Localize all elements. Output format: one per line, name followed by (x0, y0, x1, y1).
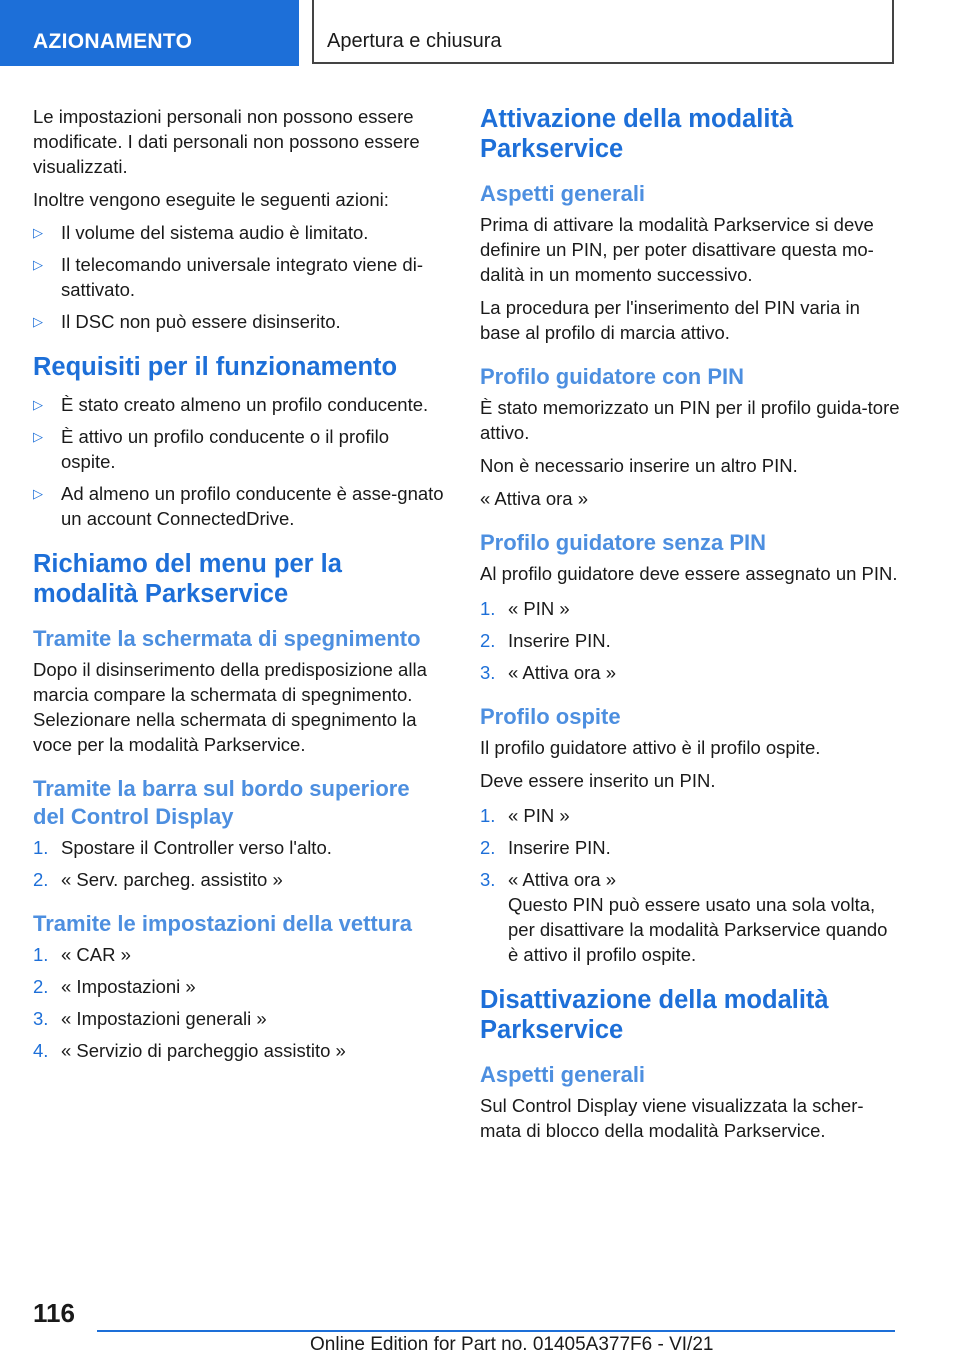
intro-paragraph: Inoltre vengono eseguite le seguenti azioni: (33, 189, 389, 210)
chapter-box (312, 0, 894, 64)
section-heading: Requisiti per il funzionamento (33, 353, 398, 381)
step-number: 1. (33, 944, 49, 965)
list-item-text: « Impostazioni generali » (61, 1008, 267, 1029)
list-item-text: « PIN » (508, 598, 570, 619)
section-heading: Attivazione della modalità Parkservice (480, 105, 794, 163)
list-item (480, 628, 900, 653)
list-item-text: Inserire PIN. (508, 837, 611, 858)
triangle-bullet-icon: ▷ (33, 486, 43, 501)
list-item-text: « PIN » (508, 805, 570, 826)
subsection-heading: Profilo guidatore senza PIN (480, 530, 767, 555)
step-number: 3. (480, 869, 496, 890)
list-item (480, 803, 900, 828)
step-number: 3. (33, 1008, 49, 1029)
list-item (33, 220, 445, 245)
list-item-text: « CAR » (61, 944, 131, 965)
list-item-text: Il DSC non può essere disinserito. (61, 311, 341, 332)
step-number: 1. (480, 805, 496, 826)
intro-paragraph: Le impostazioni personali non possono essere modificate. I dati personali non possono essere visualizzati. (33, 106, 420, 177)
paragraph: Dopo il disinserimento della predisposizione alla marcia compare la schermata di spegnimento. (33, 659, 427, 705)
paragraph: La procedura per l'inserimento del PIN varia in base al profilo di marcia attivo. (480, 297, 860, 343)
list-item (480, 596, 900, 621)
section-heading: Disattivazione della modalità Parkservice (480, 986, 829, 1044)
list-item (33, 252, 445, 302)
step-number: 3. (480, 662, 496, 683)
paragraph: Deve essere inserito un PIN. (480, 770, 716, 791)
guest-steps-list (480, 803, 900, 967)
list-item-text: È attivo un profilo conducente o il profilo ospite. (61, 426, 390, 472)
list-item-text: Inserire PIN. (508, 630, 611, 651)
triangle-bullet-icon: ▷ (33, 257, 43, 272)
list-item (33, 974, 445, 999)
step-number: 4. (33, 1040, 49, 1061)
list-item (33, 392, 445, 417)
list-item (33, 1038, 445, 1063)
list-item (480, 867, 900, 967)
section-heading: Richiamo del menu per la modalità Parkservice (33, 550, 342, 608)
subsection-heading: Profilo ospite (480, 704, 621, 729)
subsection-heading: Aspetti generali (480, 1062, 646, 1087)
page-number: 116 (33, 1298, 75, 1328)
list-item-text: « Attiva ora » (508, 869, 616, 890)
list-item-text: È stato creato almeno un profilo conducente. (61, 394, 429, 415)
list-item (33, 835, 445, 860)
section-tab (0, 0, 299, 66)
step-number: 1. (480, 598, 496, 619)
nopin-steps-list (480, 596, 900, 685)
step-number: 2. (33, 976, 49, 997)
step-note: Questo PIN può essere usato una sola volta, per disattivare la modalità Parkservice quando è attivo il profilo ospite. (508, 894, 888, 965)
paragraph: È stato memorizzato un PIN per il profilo guida-tore attivo. (480, 397, 900, 443)
paragraph: Il profilo guidatore attivo è il profilo ospite. (480, 737, 821, 758)
paragraph: Selezionare nella schermata di spegnimento la voce per la modalità Parkservice. (33, 709, 417, 755)
triangle-bullet-icon: ▷ (33, 429, 43, 444)
list-item-text: « Servizio di parcheggio assistito » (61, 1040, 346, 1061)
list-item-text: Ad almeno un profilo conducente è asse-gnato un account ConnectedDrive. (61, 483, 444, 529)
paragraph: Al profilo guidatore deve essere assegnato un PIN. (480, 563, 898, 584)
subsection-heading: Tramite le impostazioni della vettura (33, 911, 412, 936)
step-number: 2. (33, 869, 49, 890)
list-item (33, 867, 445, 892)
left-column (33, 104, 445, 1070)
subsection-heading: Tramite la barra sul bordo superiore del Control Display (33, 776, 410, 829)
list-item (33, 481, 445, 531)
section-title: AZIONAMENTO (33, 30, 193, 53)
list-item (480, 660, 900, 685)
right-column (480, 104, 900, 1151)
step-number: 2. (480, 837, 496, 858)
list-item (33, 1006, 445, 1031)
triangle-bullet-icon: ▷ (33, 225, 43, 240)
list-item-text: « Serv. parcheg. assistito » (61, 869, 283, 890)
paragraph: Sul Control Display viene visualizzata la scher-mata di blocco della modalità Parkservice. (480, 1095, 864, 1141)
settings-steps-list (33, 942, 445, 1063)
paragraph: « Attiva ora » (480, 488, 588, 509)
list-item-text: Il telecomando universale integrato viene di-sattivato. (61, 254, 423, 300)
list-item (33, 309, 445, 334)
paragraph: Prima di attivare la modalità Parkservice si deve definire un PIN, per poter disattivare questa mo-dalità in un momento successivo. (480, 214, 874, 285)
list-item (480, 835, 900, 860)
subsection-heading: Aspetti generali (480, 181, 646, 206)
list-item-text: Spostare il Controller verso l'alto. (61, 837, 332, 858)
triangle-bullet-icon: ▷ (33, 397, 43, 412)
subsection-heading: Tramite la schermata di spegnimento (33, 626, 421, 651)
chapter-title: Apertura e chiusura (327, 30, 502, 52)
footer-rule (97, 1330, 895, 1332)
list-item (33, 424, 445, 474)
actions-list (33, 220, 445, 334)
step-number: 2. (480, 630, 496, 651)
triangle-bullet-icon: ▷ (33, 314, 43, 329)
paragraph: Non è necessario inserire un altro PIN. (480, 455, 798, 476)
list-item-text: Il volume del sistema audio è limitato. (61, 222, 369, 243)
footer-edition: Online Edition for Part no. 01405A377F6 - VI/21 (310, 1334, 714, 1355)
list-item (33, 942, 445, 967)
step-number: 1. (33, 837, 49, 858)
bar-steps-list (33, 835, 445, 892)
subsection-heading: Profilo guidatore con PIN (480, 364, 745, 389)
list-item-text: « Impostazioni » (61, 976, 196, 997)
list-item-text: « Attiva ora » (508, 662, 616, 683)
requirements-list (33, 392, 445, 531)
